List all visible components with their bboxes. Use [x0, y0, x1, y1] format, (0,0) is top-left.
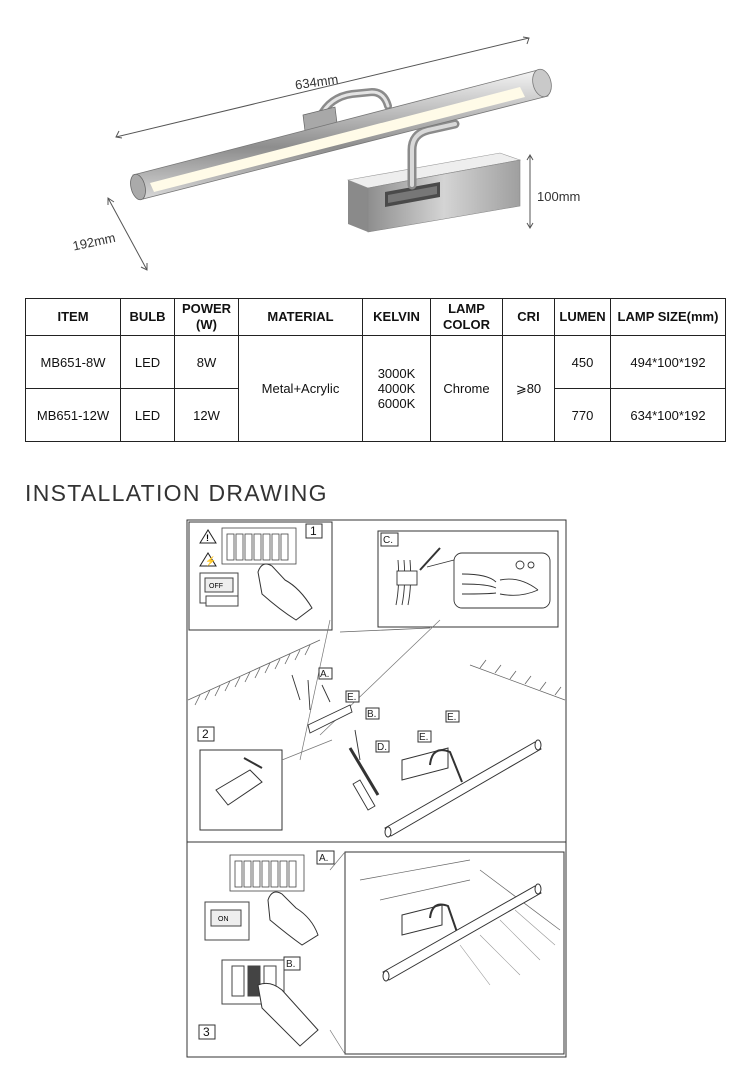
- product-drawing: [0, 0, 750, 290]
- header-material: MATERIAL: [239, 299, 363, 336]
- depth-label: 192mm: [71, 229, 117, 254]
- cell-item: MB651-12W: [26, 389, 121, 442]
- callout-d: D.: [377, 742, 387, 753]
- header-color: LAMP COLOR: [431, 299, 503, 336]
- length-label: 634mm: [294, 71, 340, 93]
- step-2-panel: [188, 620, 565, 837]
- step-2-number: 2: [202, 727, 209, 741]
- cell-lumen: 450: [555, 336, 611, 389]
- cell-color: Chrome: [431, 336, 503, 442]
- height-label: 100mm: [537, 189, 581, 204]
- cell-power: 8W: [175, 336, 239, 389]
- cell-bulb: LED: [121, 336, 175, 389]
- table-header-row: [26, 299, 726, 336]
- callout-e: E.: [419, 732, 429, 743]
- header-kelvin: KELVIN: [363, 299, 431, 336]
- cell-item: MB651-8W: [26, 336, 121, 389]
- header-bulb: BULB: [121, 299, 175, 336]
- callout-a: A.: [320, 669, 330, 680]
- callout-b: B.: [367, 709, 377, 720]
- step-3-panel: [199, 851, 564, 1054]
- step-1-panel: [189, 522, 332, 630]
- header-cri: CRI: [503, 299, 555, 336]
- callout-c: C.: [383, 535, 393, 546]
- cell-lumen: 770: [555, 389, 611, 442]
- svg-text:⚡: ⚡: [205, 556, 217, 566]
- cell-cri: ⩾80: [503, 336, 555, 442]
- callout-e: E.: [347, 692, 357, 703]
- cell-material: Metal+Acrylic: [239, 336, 363, 442]
- installation-title: INSTALLATION DRAWING: [25, 480, 328, 506]
- table-row: [26, 336, 726, 389]
- cell-bulb: LED: [121, 389, 175, 442]
- step-3-number: 3: [203, 1025, 210, 1039]
- callout-b: B.: [286, 959, 296, 970]
- spec-table: [25, 298, 726, 442]
- svg-text:!: !: [206, 533, 209, 543]
- callout-a: A.: [319, 853, 329, 864]
- switch-on-label: ON: [218, 916, 229, 923]
- installation-drawing: [0, 515, 750, 1065]
- header-size: LAMP SIZE(mm): [611, 299, 726, 336]
- cell-power: 12W: [175, 389, 239, 442]
- callout-e: E.: [447, 712, 457, 723]
- height-dimension: [527, 155, 533, 228]
- hand-icon: [268, 892, 318, 945]
- step-1-number: 1: [310, 524, 317, 538]
- cell-kelvin: 3000K 4000K 6000K: [363, 336, 431, 442]
- header-lumen: LUMEN: [555, 299, 611, 336]
- cell-size: 494*100*192: [611, 336, 726, 389]
- cell-size: 634*100*192: [611, 389, 726, 442]
- hand-icon: [258, 983, 318, 1046]
- header-item: ITEM: [26, 299, 121, 336]
- wall-box: [348, 153, 520, 232]
- header-power: POWER (W): [175, 299, 239, 336]
- step-c-panel: [378, 531, 558, 627]
- switch-off-label: OFF: [209, 583, 223, 590]
